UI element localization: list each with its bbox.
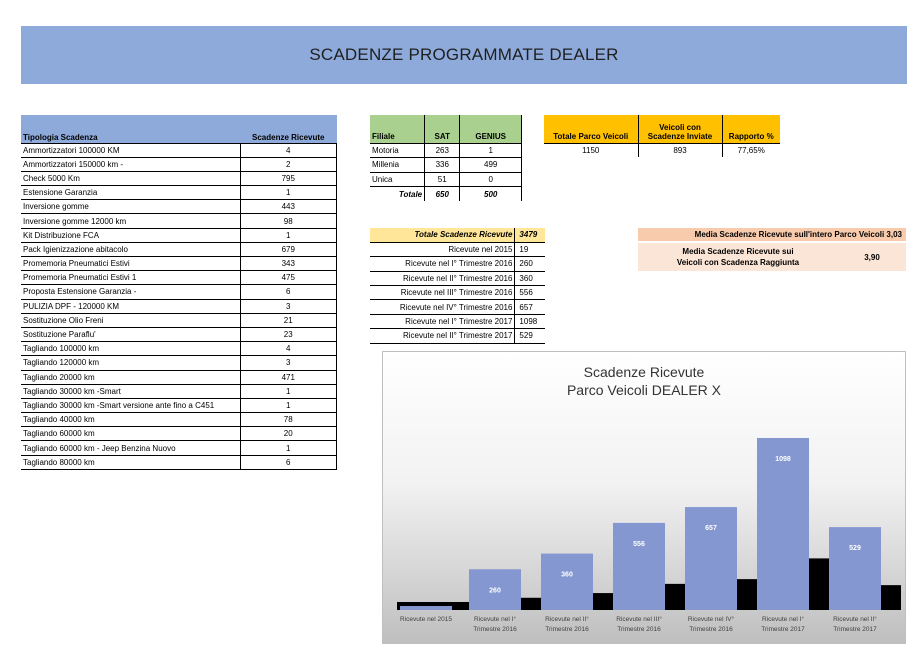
ricevute-label-cell: Ricevute nel IV° Trimestre 2016 [370,300,515,314]
ricevute-value-cell: 556 [515,286,545,300]
bar-value-label: 657 [705,525,717,533]
filiale-cell: 263 [425,143,460,158]
bar-value-label: 1098 [775,455,791,463]
totale-ricevute-value: 3479 [515,228,545,242]
column-header-sat: SAT [425,115,460,143]
category-label: Ricevute nel II° [545,616,589,623]
table-row [370,257,545,271]
media-scadenza-value: 3,90 [864,252,880,262]
category-label: Trimestre 2017 [833,626,877,633]
totale-ricevute-label: Totale Scadenze Ricevute [370,228,515,242]
table-row [21,228,337,242]
table-row [370,242,545,256]
filiale-cell: 336 [425,158,460,173]
totale-parco-value: 1150 [544,143,638,157]
bar [829,527,881,610]
ricevute-cell: 1 [240,186,337,200]
category-label: Trimestre 2016 [689,626,733,633]
bar-value-label: 360 [561,571,573,579]
ricevute-cell: 3 [240,356,337,370]
table-row [21,356,337,370]
ricevute-cell: 78 [240,413,337,427]
ricevute-cell: 679 [240,242,337,256]
category-label: Ricevute nel IV° [687,616,735,623]
tipologia-cell: Inversione gomme [21,200,240,214]
bar [400,606,452,610]
ricevute-cell: 443 [240,200,337,214]
ricevute-value-cell: 529 [515,329,545,343]
tipologia-cell: Tagliando 80000 km [21,455,240,469]
bar [541,554,593,610]
bar [685,507,737,610]
ricevute-table [370,228,545,344]
category-label: Trimestre 2017 [761,626,805,633]
column-header-filiale: Filiale [370,115,425,143]
ricevute-cell: 471 [240,370,337,384]
filiale-table [370,115,522,201]
category-label: Ricevute nel I° [474,616,516,623]
filiale-cell: 499 [460,158,522,173]
ricevute-label-cell: Ricevute nel 2015 [370,242,515,256]
table-row [370,143,522,158]
table-row [21,157,337,171]
media-scadenza-box [638,243,906,271]
tipologia-cell: Sostituzione Olio Freni [21,313,240,327]
tipologia-cell: Tagliando 100000 km [21,342,240,356]
ricevute-cell: 1 [240,228,337,242]
tipologia-cell: Check 5000 Km [21,171,240,185]
table-row [370,172,522,187]
table-row [370,329,545,343]
tipologia-cell: PULIZIA DPF - 120000 KM [21,299,240,313]
ricevute-label-cell: Ricevute nel I° Trimestre 2016 [370,257,515,271]
ricevute-cell: 1 [240,441,337,455]
tipologia-cell: Tagliando 60000 km - Jeep Benzina Nuovo [21,441,240,455]
table-row [21,455,337,469]
column-header-rapporto: Rapporto % [722,115,780,143]
table-row [370,271,545,285]
ricevute-cell: 4 [240,342,337,356]
column-header-veicoli-scadenze: Veicoli con Scadenze Inviate [638,115,722,143]
tipologia-cell: Ammortizzatori 100000 KM [21,143,240,157]
tipologia-cell: Tagliando 40000 km [21,413,240,427]
table-row [21,413,337,427]
ricevute-cell: 98 [240,214,337,228]
table-row [370,286,545,300]
category-label: Ricevute nel II° [833,616,877,623]
table-row [21,441,337,455]
table-row [21,242,337,256]
filiale-total-cell: 650 [425,187,460,202]
tipologia-cell: Pack Igienizzazione abitacolo [21,242,240,256]
tipologia-cell: Ammortizzatori 150000 km - [21,157,240,171]
media-parco-label: Media Scadenze Ricevute sull'intero Parco Veicoli [694,230,885,239]
bar-value-label: 529 [849,545,861,553]
ricevute-label-cell: Ricevute nel II° Trimestre 2016 [370,271,515,285]
ricevute-cell: 6 [240,285,337,299]
table-row [21,171,337,185]
column-header-genius: GENIUS [460,115,522,143]
chart-subtitle: Parco Veicoli DEALER X [566,382,722,398]
ricevute-cell: 475 [240,271,337,285]
category-label: Trimestre 2016 [617,626,661,633]
filiale-cell: 51 [425,172,460,187]
table-row [21,299,337,313]
ricevute-label-cell: Ricevute nel III° Trimestre 2016 [370,286,515,300]
category-label: Trimestre 2016 [473,626,517,633]
table-row [21,342,337,356]
table-row [21,398,337,412]
ricevute-value-cell: 19 [515,242,545,256]
ricevute-cell: 343 [240,257,337,271]
ricevute-cell: 20 [240,427,337,441]
parco-veicoli-table [544,115,780,157]
table-row [21,143,337,157]
veicoli-scadenze-value: 893 [638,143,722,157]
ricevute-cell: 2 [240,157,337,171]
table-row [21,370,337,384]
ricevute-cell: 21 [240,313,337,327]
bar [613,523,665,610]
table-row [21,214,337,228]
ricevute-value-cell: 260 [515,257,545,271]
column-header-totale-parco: Totale Parco Veicoli [544,115,638,143]
total-row [370,187,522,202]
filiale-cell: 0 [460,172,522,187]
tipologia-cell: Estensione Garanzia [21,186,240,200]
ricevute-cell: 23 [240,327,337,341]
ricevute-cell: 795 [240,171,337,185]
ricevute-value-cell: 657 [515,300,545,314]
table-row [370,300,545,314]
scadenze-table [21,115,337,470]
filiale-cell: Millenia [370,158,425,173]
tipologia-cell: Promemoria Pneumatici Estivi 1 [21,271,240,285]
ricevute-cell: 1 [240,398,337,412]
ricevute-value-cell: 360 [515,271,545,285]
tipologia-cell: Proposta Estensione Garanzia - [21,285,240,299]
category-label: Trimestre 2016 [545,626,589,633]
table-row [544,143,780,157]
table-row [21,384,337,398]
ricevute-value-cell: 1098 [515,314,545,328]
tipologia-cell: Tagliando 20000 km [21,370,240,384]
filiale-total-cell: 500 [460,187,522,202]
ricevute-cell: 4 [240,143,337,157]
table-row [21,186,337,200]
filiale-cell: Unica [370,172,425,187]
tipologia-cell: Tagliando 60000 km [21,427,240,441]
bar-value-label: 556 [633,540,645,548]
media-scadenza-label-a: Media Scadenze Ricevute sui [682,247,794,256]
tipologia-cell: Kit Distribuzione FCA [21,228,240,242]
table-row [370,314,545,328]
tipologia-cell: Inversione gomme 12000 km [21,214,240,228]
ricevute-label-cell: Ricevute nel II° Trimestre 2017 [370,329,515,343]
category-label: Ricevute nel 2015 [399,616,453,623]
column-header-tipologia: Tipologia Scadenza [21,115,240,143]
table-row [370,228,545,242]
table-row [21,327,337,341]
filiale-cell: Motoria [370,143,425,158]
table-row [21,285,337,299]
filiale-total-cell: Totale [370,187,425,202]
ricevute-cell: 3 [240,299,337,313]
media-parco-value: 3,03 [886,230,902,239]
table-row [370,158,522,173]
tipologia-cell: Tagliando 120000 km [21,356,240,370]
filiale-cell: 1 [460,143,522,158]
tipologia-cell: Tagliando 30000 km -Smart [21,384,240,398]
table-row [21,313,337,327]
bar [757,438,809,610]
ricevute-cell: 6 [240,455,337,469]
table-row [21,427,337,441]
table-row [21,271,337,285]
category-label: Ricevute nel I° [762,616,804,623]
media-scadenza-label-b: Veicoli con Scadenza Raggiunta [676,258,800,267]
bar-chart [382,351,906,644]
tipologia-cell: Sostituzione Paraflu' [21,327,240,341]
title-banner [21,26,907,84]
table-row [21,257,337,271]
ricevute-cell: 1 [240,384,337,398]
table-row [21,200,337,214]
bar-value-label: 260 [489,587,501,595]
chart-plot [383,352,907,645]
page-title: SCADENZE PROGRAMMATE DEALER [309,45,619,64]
column-header-ricevute: Scadenze Ricevute [240,115,337,143]
chart-title: Scadenze Ricevute [583,364,705,380]
media-parco-box [638,228,906,242]
category-label: Ricevute nel III° [616,616,662,623]
tipologia-cell: Promemoria Pneumatici Estivi [21,257,240,271]
tipologia-cell: Tagliando 30000 km -Smart versione ante fino a C451 [21,398,240,412]
rapporto-value: 77,65% [737,145,765,155]
ricevute-label-cell: Ricevute nel I° Trimestre 2017 [370,314,515,328]
